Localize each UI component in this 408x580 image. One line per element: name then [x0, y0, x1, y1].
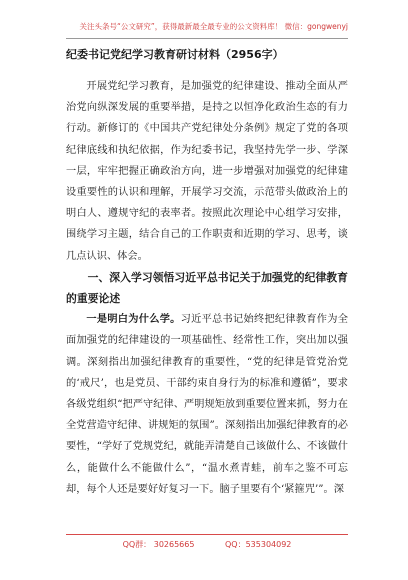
section-heading: 一、深入学习领悟习近平总书记关于加强党的纪律教育的重要论述 — [66, 270, 348, 306]
footer-divider — [66, 534, 348, 535]
header-banner: 关注头条号“公文研究”，获得最新最全最专业的公文资料库！ 微信：gongwenyj — [79, 22, 348, 31]
footer-qq-contact: QQ：535304092 — [225, 540, 292, 549]
intro-paragraph: 开展党纪学习教育，是加强党的纪律建设、推动全面从严治党向纵深发展的重要举措，是持之以恒净化政治生态的有力行动。新修订的《中国共产党纪律处分条例》规定了党的各项纪律底线和执纪依据，作为纪委书记，我坚持先学一步、学深一层，牢牢把握正确政治方向，进一步增强对加强党的纪律建设重要性的认识和理解，开展学习交流，示范带头做政治上的明白人、遵规守纪的表率者。按照此次理论中心组学习安排，围绕学习主题，结合自己的工作职责和近期的学习、思考，谈几点认识、体会。 — [66, 81, 348, 262]
subsection-paragraph — [66, 309, 348, 500]
document-title: 纪委书记党纪学习教育研讨材料（2956字） — [66, 48, 284, 61]
document-body — [66, 76, 348, 500]
subsection-lead: 一是明白为什么学。 — [86, 314, 181, 326]
footer — [66, 537, 348, 553]
header-divider — [66, 38, 348, 39]
footer-qq-group: QQ群： 30265665 — [122, 540, 195, 549]
subsection-text: 习近平总书记始终把纪律教育作为全面加强党的纪律建设的一项基础性、经常性工作，突出加以强调。深刻指出加强纪律教育的重要性，“党的纪律是管党治党的‘戒尺’，也是党员、干部约束自身行为的标准和遵循”，要求各级党组织“把严守纪律、严明规矩放到重要位置来抓，努力在全党营造守纪律、讲规矩的氛围”。深刻指出加强纪律教育的必要性，“学好了党规党纪，就能弄清楚自己该做什么、不该做什么，能做什么不能做什么”，“温水煮青蛙，前车之鉴不可忘却，每个人还是要好好复习一下。脑子里要有个‘紧箍咒’”。深 — [66, 314, 348, 495]
